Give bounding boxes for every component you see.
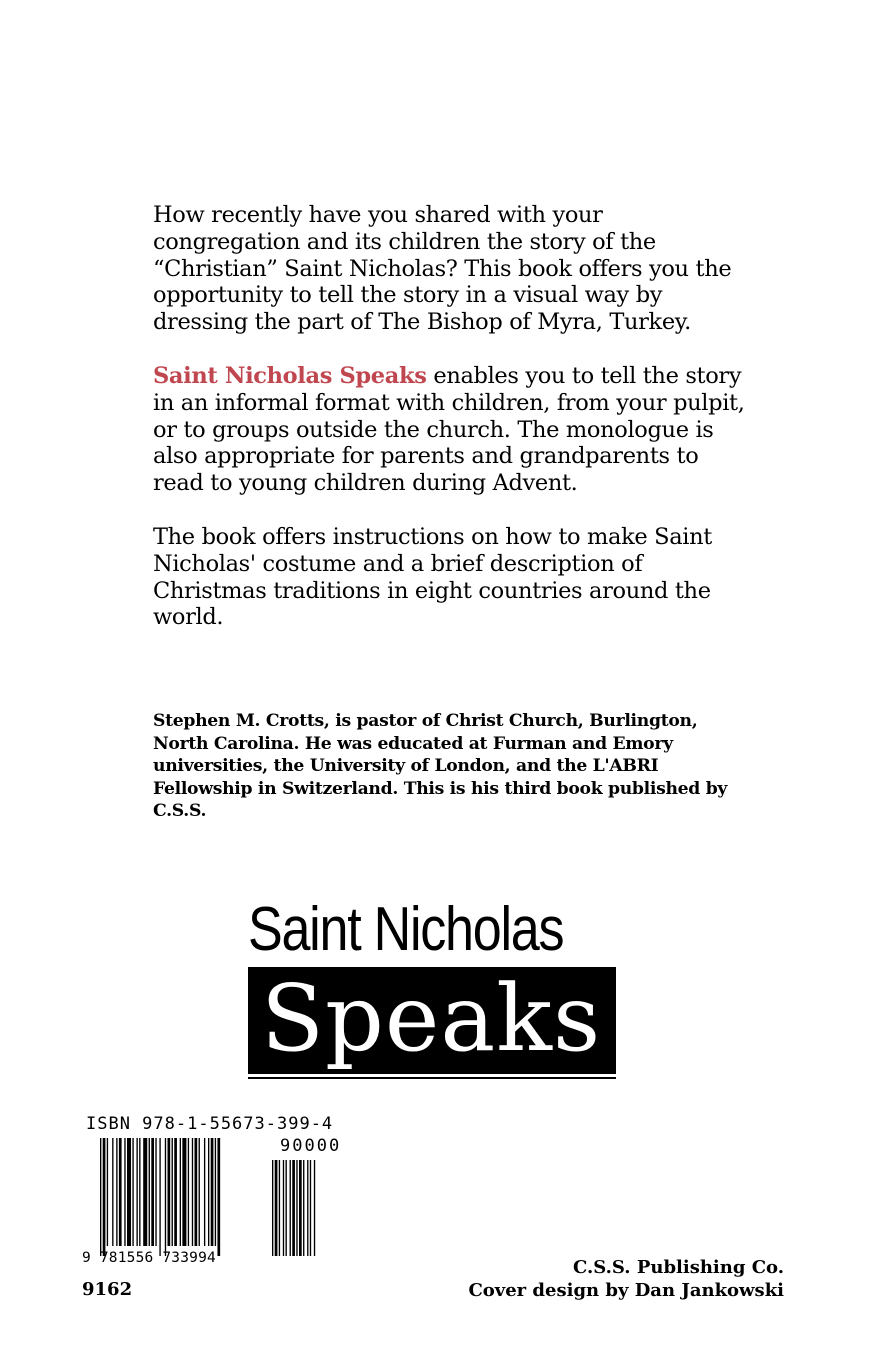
book-title-line-1: Saint Nicholas <box>248 895 564 964</box>
barcode-bar <box>119 1138 122 1246</box>
barcode-bar <box>192 1138 193 1246</box>
barcode-bar <box>165 1138 166 1256</box>
barcode-bar <box>155 1138 156 1246</box>
barcode-bar <box>149 1138 150 1246</box>
barcode-bar <box>124 1138 125 1246</box>
barcode-bar <box>132 1138 133 1246</box>
publisher-name: C.S.S. Publishing Co. <box>573 1257 784 1278</box>
barcode-bar <box>195 1138 198 1246</box>
book-title-line-2: Speaks <box>261 967 602 1072</box>
barcode-icon <box>82 1138 354 1256</box>
barcode-digits: 9 781556 733994 <box>82 1250 216 1266</box>
barcode-bar <box>303 1160 304 1256</box>
barcode-bar <box>211 1138 214 1246</box>
barcode-bar <box>143 1138 147 1246</box>
barcode-bar <box>307 1160 308 1256</box>
barcode-bar <box>314 1160 315 1256</box>
barcode-bar <box>199 1138 200 1246</box>
book-title-box <box>248 967 616 1074</box>
barcode-bar <box>217 1138 220 1256</box>
blurb-paragraph-3: The book offers instructions on how to make Saint Nicholas' costume and a brief description of Christmas traditions in eight countries around the world. <box>153 523 712 631</box>
barcode-bar <box>279 1160 280 1256</box>
blurb-paragraph-2-text: enables you to tell the story in an informal format with children, from your pulpit, or to groups outside the church. The monologue is also appropriate for parents and grandparents to read to young children during Advent. <box>153 362 745 497</box>
barcode-bar <box>296 1160 297 1256</box>
barcode-bar <box>103 1138 106 1256</box>
barcode-addon-digits: 90000 <box>280 1136 342 1156</box>
catalog-code: 9162 <box>82 1279 133 1300</box>
barcode-bar <box>208 1138 209 1246</box>
barcode-bar <box>215 1138 216 1246</box>
barcode-bar <box>272 1160 273 1256</box>
barcode-bar <box>292 1160 295 1256</box>
cover-credit: Cover design by Dan Jankowski <box>468 1280 784 1301</box>
barcode-bar <box>286 1160 287 1256</box>
barcode-bar <box>290 1160 291 1256</box>
barcode-bar <box>204 1138 205 1246</box>
barcode-bar <box>188 1138 189 1246</box>
barcode-bar <box>112 1138 113 1246</box>
barcode-bar <box>100 1138 101 1256</box>
barcode-bar <box>172 1138 173 1246</box>
publisher-block <box>468 1256 784 1302</box>
barcode-bar <box>159 1138 160 1256</box>
barcode-bar <box>299 1160 302 1256</box>
barcode-bar <box>310 1160 311 1256</box>
barcode-bar <box>116 1138 117 1246</box>
barcode-bar <box>136 1138 137 1246</box>
barcode-bar <box>275 1160 278 1256</box>
barcode-bar <box>107 1138 108 1246</box>
barcode-bar <box>168 1138 171 1246</box>
barcode-bar <box>127 1138 131 1246</box>
barcode-bar <box>151 1138 154 1246</box>
barcode-bar <box>180 1138 181 1246</box>
barcode-bar <box>174 1138 177 1246</box>
title-underline <box>248 1077 616 1079</box>
isbn-label: ISBN 978-1-55673-399-4 <box>86 1114 334 1134</box>
barcode-bar <box>139 1138 140 1246</box>
barcode-bar <box>283 1160 284 1256</box>
blurb-paragraph-2 <box>153 363 753 497</box>
back-cover-blurb <box>153 202 753 658</box>
barcode-bar <box>182 1138 186 1246</box>
book-title-highlight: Saint Nicholas Speaks <box>153 362 427 389</box>
author-bio: Stephen M. Crotts, is pastor of Christ Church, Burlington, North Carolina. He was educated at Furman and Emory universities, the University of London, and the L'ABRI Fellowship in Switzerland. This is his third book published by C.S.S. <box>153 711 728 822</box>
blurb-paragraph-1: How recently have you shared with your congregation and its children the story of the “Christian” Saint Nicholas? This book offers you the opportunity to tell the story in a visual way by dressing the part of The Bishop of Myra, Turkey. <box>153 202 732 336</box>
